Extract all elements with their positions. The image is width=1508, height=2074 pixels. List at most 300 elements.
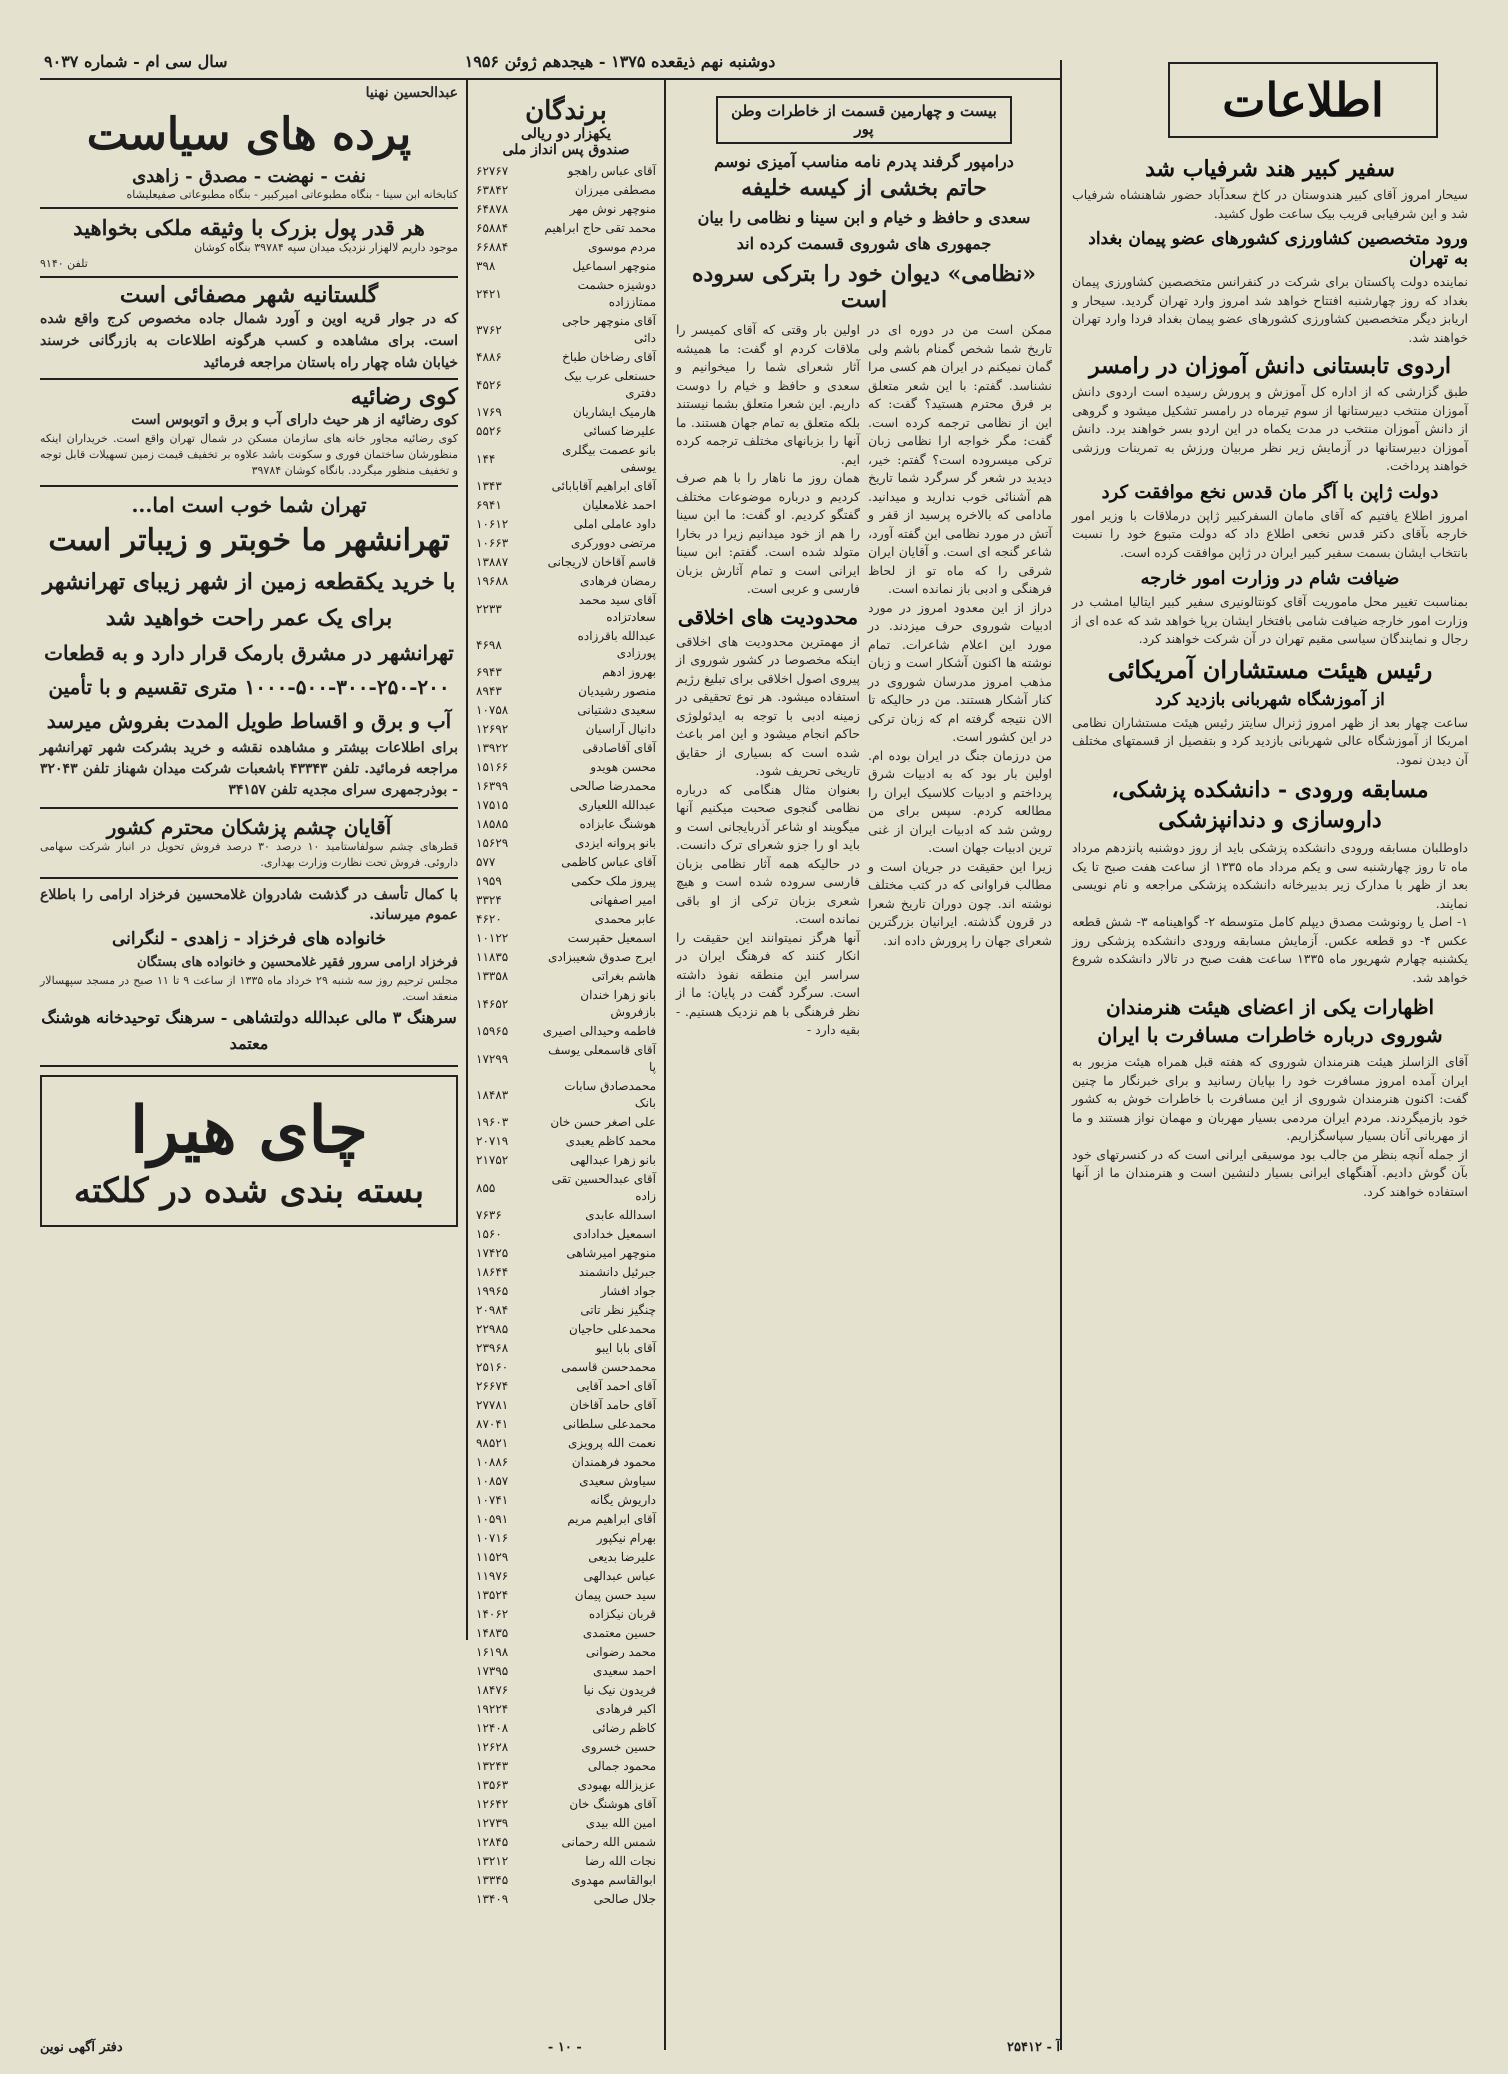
winner-number: ۳۳۲۴	[476, 893, 502, 907]
memoir-column	[676, 96, 1052, 2046]
winner-name: فریدون نیک نیا	[583, 1683, 656, 1697]
winner-row	[474, 1700, 658, 1719]
winner-name: منوچهر اسماعیل	[572, 259, 656, 273]
news-body: نماینده دولت پاکستان برای شرکت در کنفرانس متخصصین کشاورزی پیمان بغداد که روز چهارشنبه افتتاح خواهد شد امروز وارد تهران گردید. سیحار و اریابز دیگر متخصصین کشاورزی کشورهای عضو پیمان بغداد فردا وارد تهران خواهند شد.	[1072, 274, 1468, 345]
winner-name: فاطمه وحیدالی اصیری	[542, 1024, 656, 1038]
winner-row	[474, 834, 658, 853]
ad4-contact: برای اطلاعات بیشتر و مشاهده نقشه و خرید بشرکت شهر تهرانشهر مراجعه فرمائید. تلفن ۴۳۳۴۳ باشعبات شرکت میدان شهناز تلفن ۳۲۰۴۳ - بوذرجمهری سرای مجدیه تلفن ۳۴۱۵۷	[40, 739, 458, 798]
news-headline-8: اظهارات یکی از اعضای هیئت هنرمندان شوروی درباره خاطرات مسافرت با ایران	[1097, 995, 1443, 1047]
winner-name: عابر محمدی	[594, 912, 656, 926]
winner-name: حسین خسروی	[581, 1740, 656, 1754]
winner-number: ۱۰۷۱۶	[476, 1531, 509, 1545]
winner-row	[474, 257, 658, 276]
winners-subtitle-2: صندوق پس انداز ملی	[502, 142, 630, 158]
winner-name: محمود فرهمندان	[571, 1455, 656, 1469]
winner-row	[474, 777, 658, 796]
winner-number: ۱۹۶۰۳	[476, 1115, 509, 1129]
winner-number: ۶۴۸۷۸	[476, 202, 509, 216]
ad2-title: گلستانیه شهر مصفائی است	[119, 281, 379, 308]
memoir-text-col	[676, 321, 860, 1040]
book-subtitle: نفت - نهضت - مصدق - زاهدی	[132, 165, 366, 187]
winner-number: ۱۳۵۲۴	[476, 1588, 509, 1602]
winner-name: آقای بابا ایبو	[595, 1341, 656, 1355]
winner-row	[474, 853, 658, 872]
ad3-title: کوی رضائیه	[350, 383, 458, 410]
winner-row	[474, 739, 658, 758]
news-body: داوطلبان مسابقه ورودی دانشکده پزشکی باید از روز دوشنبه پانزدهم مرداد ماه تا روز چهارشنبه سی و یکم مرداد ماه ۱۳۳۵ از ساعت هفت صبح تا یک بعد از ظهر با مدارک زیر بدبیرخانه دانشکده پزشکی مراجعه و نام نویسی نمایند.	[1072, 840, 1468, 911]
winner-number: ۱۹۲۲۴	[476, 1702, 509, 1716]
winner-row	[474, 1719, 658, 1738]
winner-name: مصطفی میرزان	[574, 183, 656, 197]
winner-row	[474, 1396, 658, 1415]
winner-number: ۱۹۹۶۵	[476, 1284, 509, 1298]
winner-name: منصور رشیدیان	[578, 684, 656, 698]
winner-number: ۸۷۰۴۱	[476, 1417, 509, 1431]
winners-table-body	[474, 162, 658, 1909]
memoir-headline-4: «نظامی» دیوان خود را بترکی سروده است	[691, 261, 1037, 313]
winner-row	[474, 1132, 658, 1151]
winner-number: ۱۷۲۹۹	[476, 1051, 509, 1066]
memoir-headline-1: درامپور گرفند پدرم نامه مناسب آمیزی نوسم	[714, 152, 1014, 171]
winner-name: علیرضا کسائی	[583, 424, 656, 438]
winner-row	[474, 1643, 658, 1662]
winner-number: ۳۹۸	[476, 259, 496, 273]
winner-name: اسمعیل حقپرست	[567, 931, 656, 945]
winner-number: ۱۴۶۵۲	[476, 996, 509, 1011]
ad6-body: فرخزاد ارامی سرور فقیر غلامحسین و خانواده های بستگان	[137, 954, 458, 970]
winner-name: قاسم آقاخان لاریجانی	[547, 555, 656, 569]
winner-row	[474, 663, 658, 682]
book-author: عبدالحسین نهنیا	[365, 85, 458, 101]
winner-row	[474, 367, 658, 403]
winner-row	[474, 1472, 658, 1491]
winner-number: ۲۶۶۷۴	[476, 1379, 509, 1393]
winner-row	[474, 1377, 658, 1396]
winner-name: محمدحسن قاسمی	[561, 1360, 656, 1374]
winner-number: ۱۲۴۰۸	[476, 1721, 509, 1735]
winner-row	[474, 1890, 658, 1909]
memoir-text-columns	[676, 321, 1052, 1040]
winner-name: محمد تقی حاج ابراهیم	[544, 221, 656, 235]
winner-name: جلال صالحی	[593, 1892, 656, 1906]
winner-number: ۱۴۴	[476, 451, 496, 466]
ad4-body2: تهرانشهر در مشرق بارمک قرار دارد و به قطعات ۲۰۰-۲۵۰-۳۰۰-۵۰۰-۱۰۰۰ متری تقسیم و با تأمین آب و برق و اقساط طویل المدت بفروش میرسد	[44, 640, 454, 733]
news-headline-7: مسابقه ورودی - دانشکده پزشکی، داروسازی و دندانپزشکی	[1111, 777, 1429, 833]
winner-row	[474, 1301, 658, 1320]
winner-name: محمد رضوانی	[585, 1645, 656, 1659]
memoir-body: ممکن است من در دوره ای در تاریخ شما شخص گمنام باشم ولی گمان نمیکنم در ایران هم کسی مرا نشناسد. گفتم: با این شعر متعلق بر فرق محترم هستید؟ گفت: که این از نظامی ترجمه کرده است. گفت: مگر خواجه ارا نظامی زبان ترکی میسروده است؟ گفتم: خیر، دیدید در شعر گر سرگرد شما تاریخ هم آشنائی خوب ندارید و میدانید. مادامی که بالاخره پرسید از قفر و آتش در مورد نظامی این گفته آورد، شاعر گنجه ای است. و آقایان ایران شرقی را که ماه تو از لحاظ فرهنگی و ادبی باز نمانده است.	[868, 322, 1052, 596]
winner-row	[474, 1358, 658, 1377]
winner-number: ۲۲۳۳	[476, 601, 502, 616]
winner-name: پیروز ملک حکمی	[571, 874, 656, 888]
winner-number: ۶۵۸۸۴	[476, 221, 509, 235]
winner-name: علیرضا بدیعی	[588, 1550, 656, 1564]
winner-row	[474, 1434, 658, 1453]
winner-row	[474, 181, 658, 200]
winner-number: ۱۰۷۴۱	[476, 1493, 509, 1507]
winner-row	[474, 1681, 658, 1700]
news-headline-6b: از آموزشگاه شهربانی بازدید کرد	[1155, 689, 1385, 710]
masthead-rule	[40, 78, 1060, 80]
winner-name: نعمت الله پرویزی	[568, 1436, 656, 1450]
news-body: امروز اطلاع یافتیم که آقای مامان السفرکبیر ژاپن درملاقات با وزیر امور خارجه بآقای دکتر قدس نخعی اطلاع داد که دولت متبوع خود را نسبت بانتخاب ایشان بسمت سفیر کبیر ایران در ژاپن موافقت کرده است.	[1072, 507, 1468, 560]
memoir-body: بعنوان مثال هنگامی که درباره نظامی گنجوی صحبت میکنیم آنها میگویند او شاعر آذربایجانی است و باید او را جزو شعرای ترک دانست. در حالیکه همه آثار نظامی بزبان فارسی سروده شده است و هیچ شعری بزبان ترکی از او باقی نمانده است.	[676, 781, 860, 926]
winner-number: ۱۲۶۴۲	[476, 1797, 509, 1811]
news-body: بمناسبت تغییر محل ماموریت آقای کونتالونیری سفیر کبیر ایتالیا امشب در وزارت امور خارجه ضیافت شامی بافتخار ایشان برپا خواهد شد که عده ای از رجال و نمایندگان سیاسی مقیم تهران در آن شرکت خواهند کرد.	[1072, 594, 1468, 646]
winner-name: منوچهر امیرشاهی	[566, 1246, 656, 1260]
winner-number: ۶۹۴۱	[476, 498, 502, 512]
winner-row	[474, 1776, 658, 1795]
winner-row	[474, 422, 658, 441]
winner-name: آقای حامد آقاخان	[569, 1398, 656, 1412]
winner-number: ۱۵۶۰	[476, 1227, 502, 1241]
winner-name: منوچهر نوش مهر	[569, 202, 656, 216]
winner-row	[474, 986, 658, 1022]
winner-number: ۴۶۹۸	[476, 637, 502, 652]
winner-row	[474, 701, 658, 720]
winner-name: بانو زهرا خندان بازفروش	[580, 988, 656, 1019]
winner-number: ۶۶۸۸۴	[476, 240, 509, 254]
winner-number: ۱۲۷۳۹	[476, 1816, 509, 1830]
winner-number: ۱۷۵۱۵	[476, 798, 509, 812]
winner-row	[474, 1833, 658, 1852]
ads-divider	[40, 485, 458, 487]
winner-row	[474, 929, 658, 948]
ad3-body: کوی رضائیه مجاور خانه های سازمان مسکن در شمال تهران واقع است. خریداران اینکه منظورشان ساختمان فوری و سکونت باشد علاوه بر تخفیف قیمت زمین تسهیلات قابل توجه و تخفیف منظور میگردد. بانگاه کوشان ۳۹۷۸۴	[40, 431, 458, 477]
winner-row	[474, 967, 658, 986]
winner-row	[474, 1548, 658, 1567]
tea-ad	[40, 1075, 458, 1227]
winner-row	[474, 910, 658, 929]
news-headline-6: رئیس هیئت مستشاران آمریکائی	[1107, 654, 1433, 684]
winner-number: ۱۳۲۴۳	[476, 1759, 509, 1773]
news-body: ساعت چهار بعد از ظهر امروز ژنرال سایتز رئیس هیئت مستشاران نظامی امریکا از آموزشگاه عالی شهربانی بازدید کرد و بتفصیل از قسمتهای مختلف آن دیدن نمود.	[1072, 714, 1468, 767]
winner-row	[474, 1624, 658, 1643]
winner-name: آقای عباس راهجو	[567, 164, 656, 178]
footer-page: - ۱۰ -	[547, 2040, 582, 2055]
winner-row	[474, 1662, 658, 1681]
winner-number: ۱۸۴۷۶	[476, 1683, 509, 1697]
winner-row	[474, 720, 658, 739]
winner-number: ۱۳۳۵۸	[476, 969, 509, 983]
winner-number: ۲۳۹۶۸	[476, 1341, 509, 1355]
winner-row	[474, 276, 658, 312]
winner-name: بهرام نیکپور	[596, 1531, 656, 1545]
memoir-body: دراز از این معدود امروز در مورد ادبیات شوروی حرف میزدند. در مورد این اعلام شاعرات. تمام نوشته ها اکنون آشکار است و زبان مذهب امروز مدرسان شوروی در کنار آشکار هستند. من در حالیکه تا الان نتیجه گرفته ام که زبان ترکی در این کشور است.	[868, 599, 1052, 744]
ad6-intro: با کمال تأسف در گذشت شادروان غلامحسین فرخزاد ارامی را باطلاع عموم میرساند.	[40, 886, 458, 923]
winner-number: ۱۳۲۱۲	[476, 1854, 509, 1868]
ad4-title: تهرانشهر ما خوبتر و زیباتر است	[48, 522, 450, 558]
winner-name: هاشم بغراتی	[591, 969, 656, 983]
memoir-body: اولین بار وقتی که آقای کمیسر را ملاقات کردم او گفت: ما همیشه آثار شعرای شما را میخوانیم و سعدی و حافظ و خیام را دوست داریم. این شعرا متعلق بشما نیستند بلکه متعلق به تمام جهان هستند. ما آنها را بزبانهای مختلف ترجمه کرده ایم.	[676, 322, 860, 467]
winner-row	[474, 496, 658, 515]
winner-row	[474, 682, 658, 701]
winners-column	[474, 96, 658, 1906]
winner-name: بانو زهرا عبدالهی	[570, 1153, 656, 1167]
ad2-body: که در جوار قریه اوین و آورد شمال جاده مخصوص کرج واقع شده است. برای مشاهده و کسب هرگونه اطلاعات به بازرگانی خرسند خیابان شاه چهار راه باستان مراجعه فرمائید	[40, 310, 458, 371]
winner-number: ۱۲۸۴۵	[476, 1835, 509, 1849]
memoir-headline-2: حاتم بخشی از کیسه خلیفه	[741, 175, 987, 201]
winner-number: ۱۱۸۳۵	[476, 950, 509, 964]
winner-name: محمد کاظم یعبدی	[565, 1134, 656, 1148]
winner-row	[474, 477, 658, 496]
winner-name: احمد سعیدی	[593, 1664, 656, 1678]
winner-number: ۱۲۶۲۸	[476, 1740, 509, 1754]
winner-number: ۷۶۳۶	[476, 1208, 502, 1222]
ad4-line1: تهران شما خوب است اما...	[131, 492, 367, 517]
winner-number: ۱۹۶۸۸	[476, 574, 509, 588]
winner-name: ایرج صدوق شعیبزادی	[547, 950, 656, 964]
news-headline-2: ورود متخصصین کشاورزی کشورهای عضو پیمان بغداد به تهران	[1088, 229, 1468, 269]
ads-column	[40, 84, 458, 2050]
winner-row	[474, 553, 658, 572]
ad6-title: خانواده های فرخزاد - زاهدی - لنگرانی	[112, 928, 386, 949]
winner-number: ۱۰۸۵۷	[476, 1474, 509, 1488]
winners-subtitle-1: یکهزار دو ریالی	[520, 126, 612, 142]
winner-name: محمدرضا صالحی	[569, 779, 656, 793]
winner-number: ۴۸۸۶	[476, 350, 502, 364]
winner-row	[474, 403, 658, 422]
winner-row	[474, 872, 658, 891]
news-body: آقای الزاسلز هیئت هنرمندان شوروی که هفته قبل همراه هیئت مزبور به ایران آمده امروز مسافرت خود را بپایان رسانید و برای خبرنگار ما چنین گفت: اکنون هنرمندان شوروی از این مسافرت با خاطرات خوش به کشور خود بازمیگردند. مردم ایران مردمی بسیار مهربان و مهمان نواز هستند و ما از مهربانی آنان بسیار سپاسگزاریم.	[1072, 1054, 1468, 1143]
winner-name: سعیدی دشتیانی	[577, 703, 656, 717]
news-body: از جمله آنچه بنظر من جالب بود موسیقی ایرانی است که در کنسرتهای خود بآن گوش دادیم. آهنگهای ایرانی بسیار دلنشین است و هنرمندان ما از آنها استفاده خواهند کرد.	[1072, 1146, 1468, 1199]
ads-divider	[40, 207, 458, 209]
winners-table	[474, 162, 658, 1909]
winner-name: آقای احمد آقایی	[576, 1379, 656, 1393]
winner-name: هارمیک ایشاریان	[572, 405, 656, 419]
winner-number: ۲۷۷۸۱	[476, 1398, 509, 1412]
memoir-box	[716, 96, 1012, 144]
winner-number: ۱۴۸۳۵	[476, 1626, 509, 1640]
winner-name: شمس الله رحمانی	[561, 1835, 656, 1849]
winner-row	[474, 1113, 658, 1132]
winner-number: ۱۳۳۴۵	[476, 1873, 509, 1887]
winner-number: ۱۰۷۵۸	[476, 703, 509, 717]
winner-row	[474, 1852, 658, 1871]
winner-name: جواد افشار	[600, 1284, 656, 1298]
memoir-body: من درزمان جنگ در ایران بوده ام. اولین بار بود که به ادبیات شرق پرداختم و ادبیات کلاسیک ایران را مطالعه کردم. سپس برای من روشن شد که ادبیات ایران از غنی ترین ادبیات جهان است.	[868, 747, 1052, 855]
winner-number: ۱۸۵۸۵	[476, 817, 509, 831]
winner-row	[474, 1738, 658, 1757]
winner-number: ۳۷۶۲	[476, 322, 502, 337]
winner-number: ۹۸۵۲۱	[476, 1436, 509, 1450]
winner-number: ۱۰۶۱۲	[476, 517, 509, 531]
ads-divider	[40, 877, 458, 879]
winner-row	[474, 312, 658, 348]
winner-row	[474, 1244, 658, 1263]
winner-number: ۲۵۱۶۰	[476, 1360, 509, 1374]
winner-name: محمدعلی سلطانی	[562, 1417, 656, 1431]
winner-name: حسین معتمدی	[582, 1626, 656, 1640]
winner-row	[474, 1282, 658, 1301]
winner-number: ۱۰۸۸۶	[476, 1455, 509, 1469]
winner-name: آقای منوچهر حاجی دائی	[561, 314, 656, 345]
winner-row	[474, 1225, 658, 1244]
masthead-date: دوشنبه نهم ذیقعده ۱۳۷۵ - هیجدهم ژوئن ۱۹۵۶	[464, 52, 776, 71]
memoir-headline-5: محدودیت های اخلاقی	[677, 604, 859, 629]
winner-row	[474, 891, 658, 910]
column-rule-1	[1060, 60, 1062, 2050]
winner-row	[474, 591, 658, 627]
ad6-detail: مجلس ترحیم روز سه شنبه ۲۹ خرداد ماه ۱۳۳۵ از ساعت ۹ تا ۱۱ صبح در مسجد سپهسالار منعقد است.	[40, 973, 459, 1003]
winner-row	[474, 1415, 658, 1434]
memoir-body: همان روز ما ناهار را با هم صرف کردیم و درباره موضوعات مختلف گفتگو کردیم. او گفت: ما ابن سینا را هم از خود میدانیم زیرا در بخارا متولد شده است. گفتم: ابن سینا ایرانی است و تمام آثارش بزبان فارسی و عربی است.	[676, 470, 860, 596]
winner-number: ۱۷۶۹	[476, 405, 502, 419]
winner-row	[474, 1586, 658, 1605]
winner-number: ۵۷۷	[476, 855, 496, 869]
page-footer	[40, 2040, 1060, 2055]
winner-name: اکبر فرهادی	[595, 1702, 656, 1716]
winner-number: ۶۹۴۳	[476, 665, 502, 679]
news-body: ۱- اصل یا رونوشت مصدق دیپلم کامل متوسطه ۲- گواهینامه ۳- شش قطعه عکس ۴- دو قطعه عکس. آزمایش مسابقه ورودی دانشکده پزشکی روز یکشنبه چهارم شهریور ماه ۱۳۳۵ ساعت هفت صبح در تالار دانشکده شروع خواهد شد.	[1072, 914, 1469, 985]
winner-number: ۱۹۵۹	[476, 874, 502, 888]
winner-name: بانو پروانه ایزدی	[574, 836, 656, 850]
winner-number: ۴۵۲۶	[476, 377, 502, 392]
winner-number: ۱۵۹۶۵	[476, 1024, 509, 1038]
memoir-headline-3: سعدی و حافظ و خیام و ابن سینا و نظامی را بیان جمهوری های شوروی قسمت کرده اند	[697, 208, 1031, 253]
ads-divider	[40, 807, 458, 809]
winner-number: ۱۶۳۹۹	[476, 779, 509, 793]
news-headline-5: ضیافت شام در وزارت امور خارجه	[1140, 568, 1400, 589]
winner-name: امین الله بیدی	[585, 1816, 656, 1830]
ad3-line: کوی رضائیه از هر حیث دارای آب و برق و اتوبوس است	[131, 411, 458, 428]
winner-row	[474, 948, 658, 967]
news-headline-4: دولت ژاپن با آگر مان قدس نخع موافقت کرد	[1101, 481, 1439, 503]
masthead-logo: اطلاعات	[1168, 62, 1438, 138]
winner-name: آقای سید محمد سعادتزاده	[578, 593, 656, 624]
winner-name: اسدالله عابدی	[585, 1208, 656, 1222]
winner-number: ۱۷۴۲۵	[476, 1246, 509, 1260]
winner-row	[474, 1453, 658, 1472]
winner-name: قربان نیکزاده	[588, 1607, 656, 1621]
footer-right: آ - ۲۵۴۱۲	[1007, 2040, 1060, 2055]
winner-row	[474, 1567, 658, 1586]
footer-left: دفتر آگهی نوین	[40, 2040, 123, 2055]
winner-number: ۱۲۶۹۲	[476, 722, 509, 736]
winner-row	[474, 200, 658, 219]
winner-name: ابوالقاسم مهدوی	[571, 1873, 656, 1887]
winner-number: ۱۱۵۲۹	[476, 1550, 509, 1564]
winner-name: مردم موسوی	[588, 240, 656, 254]
winner-number: ۱۰۵۹۱	[476, 1512, 509, 1526]
winner-name: آقای رضاخان طباخ	[562, 350, 656, 364]
winner-number: ۲۱۷۵۲	[476, 1153, 509, 1167]
news-column	[1072, 150, 1468, 2050]
winner-row	[474, 1491, 658, 1510]
winner-row	[474, 441, 658, 477]
winner-number: ۱۷۳۹۵	[476, 1664, 509, 1678]
winner-row	[474, 1510, 658, 1529]
winner-row	[474, 758, 658, 777]
ad1-title: هر قدر پول بزرک با وثیقه ملکی بخواهید	[73, 214, 425, 240]
winner-number: ۱۰۱۲۲	[476, 931, 509, 945]
ad5-body: قطرهای چشم سولفاستامید ۱۰ درصد ۳۰ درصد فروش تحویل در انبار شرکت سهامی داروئی. فروش تحت نظارت وزارت بهداری.	[40, 839, 458, 869]
winner-number: ۱۵۶۲۹	[476, 836, 509, 850]
winner-name: بهروز ادهم	[602, 665, 656, 679]
winner-number: ۲۰۹۸۴	[476, 1303, 509, 1317]
ad5-title: آقایان چشم پزشکان محترم کشور	[106, 814, 392, 839]
winners-title: برندگان	[525, 96, 607, 126]
winner-number: ۲۰۷۱۹	[476, 1134, 509, 1148]
winner-name: عباس عبدالهی	[583, 1569, 656, 1583]
winner-row	[474, 1170, 658, 1206]
winner-number: ۶۲۷۶۷	[476, 164, 509, 178]
winner-number: ۴۶۲۰	[476, 912, 502, 926]
winner-name: داریوش یگانه	[590, 1493, 656, 1507]
news-headline-1: سفیر کبیر هند شرفیاب شد	[1145, 156, 1395, 182]
ad7: سرهنگ ۳ مالی عبدالله دولتشاهی - سرهنگ توحیدخانه هوشنگ معتمد	[41, 1007, 457, 1053]
winner-name: مرتضی دوورکری	[570, 536, 656, 550]
ad4-body: با خرید یکقطعه زمین از شهر زیبای تهرانشهر برای یک عمر راحت خواهید شد	[42, 568, 456, 631]
winner-name: عزیزالله بهبودی	[577, 1778, 656, 1792]
ads-divider	[40, 1065, 458, 1067]
winner-name: کاظم رضائی	[592, 1721, 656, 1735]
winner-number: ۱۰۶۶۳	[476, 536, 509, 550]
winner-name: آقای آقاصادقی	[582, 741, 656, 755]
winner-number: ۲۲۹۸۵	[476, 1322, 509, 1336]
tea-brand: چای هیرا	[130, 1092, 368, 1168]
winner-name: عبدالله باقرزاده پورزادی	[577, 629, 656, 660]
winner-name: امیر اصفهانی	[590, 893, 656, 907]
ad1-body: موجود داریم لالهزار نزدیک میدان سپه ۳۹۷۸۴ بنگاه کوشان	[194, 240, 458, 254]
winner-number: ۱۳۵۶۳	[476, 1778, 509, 1792]
winner-name: محسن هویدو	[590, 760, 656, 774]
winner-name: آقای عباس کاظمی	[561, 855, 656, 869]
winner-row	[474, 1814, 658, 1833]
news-body: طبق گزارشی که از اداره کل آموزش و پرورش رسیده است اردوی دانش آموزان منتخب دبیرستانها از سوم تیرماه در رامسر تشکیل میشود و گروهی از دانش آموزان منتخب در مدت یکماه در این اردو بسر خواهند برد. دانش آموزان دبیرستانها در آزمایش زیر نظر مربیان ورزش به تمرینات ورزشی خواهند پرداخت.	[1072, 384, 1468, 473]
winner-row	[474, 815, 658, 834]
winner-row	[474, 1077, 658, 1113]
winner-row	[474, 1339, 658, 1358]
winner-name: رمضان فرهادی	[580, 574, 656, 588]
winner-name: داود عاملی املی	[573, 517, 656, 531]
winner-name: دانیال آراسیان	[585, 722, 656, 736]
winner-name: هوشنگ عابزاده	[579, 817, 656, 831]
winner-number: ۵۵۲۶	[476, 424, 502, 438]
winner-name: محمدعلی حاجیان	[569, 1322, 656, 1336]
winner-number: ۶۳۸۴۲	[476, 183, 509, 197]
book-note: کتابخانه ابن سینا - بنگاه مطبوعاتی امیرکبیر - بنگاه مطبوعاتی صفیعلیشاه	[126, 187, 458, 201]
winner-row	[474, 1151, 658, 1170]
winner-row	[474, 348, 658, 367]
ads-divider	[40, 276, 458, 278]
winner-row	[474, 1263, 658, 1282]
winner-name: احمد غلامعلیان	[582, 498, 656, 512]
winner-row	[474, 1041, 658, 1077]
book-title: پرده های سیاست	[86, 108, 412, 160]
news-body: سیحار امروز آقای کبیر هندوستان در کاخ سعدآباد حضور شاهنشاه شرفیاب شد و این شرفیابی قریب بیک ساعت طول کشید.	[1072, 187, 1468, 221]
winner-row	[474, 1320, 658, 1339]
news-headline-3: اردوی تابستانی دانش آموزان در رامسر	[1089, 353, 1451, 379]
winner-row	[474, 796, 658, 815]
winner-row	[474, 162, 658, 181]
winner-row	[474, 1795, 658, 1814]
winner-name: آقای ابراهیم مریم	[567, 1512, 656, 1526]
winner-row	[474, 572, 658, 591]
winner-row	[474, 219, 658, 238]
winner-name: آقای عبدالحسین تقی زاده	[551, 1172, 656, 1203]
memoir-body: از مهمترین محدودیت های اخلاقی اینکه مخصوصا در کشور شوروی از پیروی اصول اخلاقی برای تبلیغ رژیم استفاده میشود. هر نوع تحقیقی در زمینه ادبی با توجه به ایدئولوژی حاکم انجام میشود و این امر باعث شده است که بسیاری از حقایق تاریخی تحریف شود.	[676, 633, 860, 778]
winner-number: ۲۴۲۱	[476, 286, 502, 301]
memoir-text-col	[868, 321, 1052, 1040]
winner-name: دوشیزه حشمت ممتاززاده	[577, 278, 656, 309]
winner-number: ۱۴۰۶۲	[476, 1607, 509, 1621]
ads-divider	[40, 378, 458, 380]
tea-subline: بسته بندی شده در کلکته	[73, 1170, 425, 1211]
winner-number: ۱۵۱۶۶	[476, 760, 509, 774]
winner-row	[474, 627, 658, 663]
